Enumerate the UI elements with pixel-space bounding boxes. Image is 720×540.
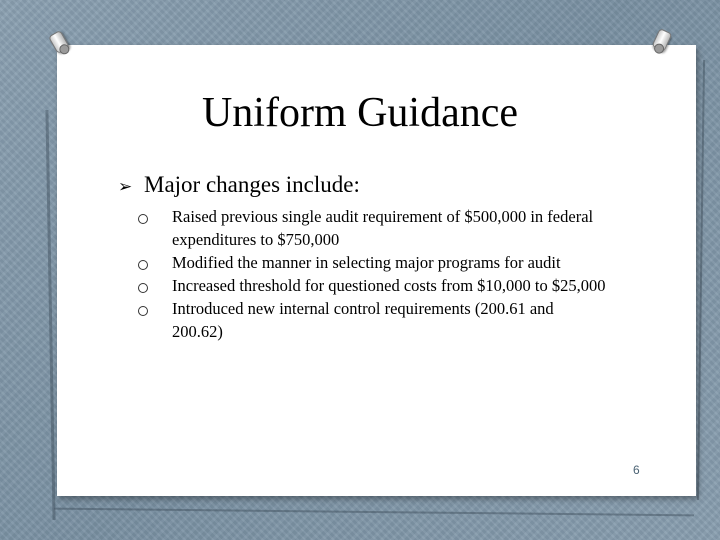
circle-bullet-icon: [138, 260, 148, 270]
pushpin-icon: [48, 30, 70, 54]
circle-bullet-icon: [138, 214, 148, 224]
sub-bullet-text: Introduced new internal control requirements (200.61 and 200.62): [172, 299, 554, 341]
list-item: [138, 297, 608, 343]
paper-edge-bottom: [54, 508, 694, 517]
page-number: 6: [633, 463, 640, 477]
list-item: [138, 251, 608, 274]
paper-edge-left: [45, 110, 55, 520]
arrow-bullet-icon: ➢: [118, 177, 133, 196]
slide-title: Uniform Guidance: [201, 90, 519, 136]
main-bullet: [118, 172, 360, 198]
circle-bullet-icon: [138, 306, 148, 316]
list-item: [138, 205, 608, 251]
circle-bullet-icon: [138, 283, 148, 293]
sub-bullet-list: [138, 205, 608, 343]
sub-bullet-text: Increased threshold for questioned costs from $10,000 to $25,000: [172, 276, 606, 295]
sub-bullet-text: Modified the manner in selecting major programs for audit: [172, 253, 561, 272]
sub-bullet-text: Raised previous single audit requirement of $500,000 in federal expenditures to $750,000: [172, 207, 594, 249]
list-item: [138, 274, 608, 297]
main-bullet-text: Major changes include:: [144, 172, 360, 197]
